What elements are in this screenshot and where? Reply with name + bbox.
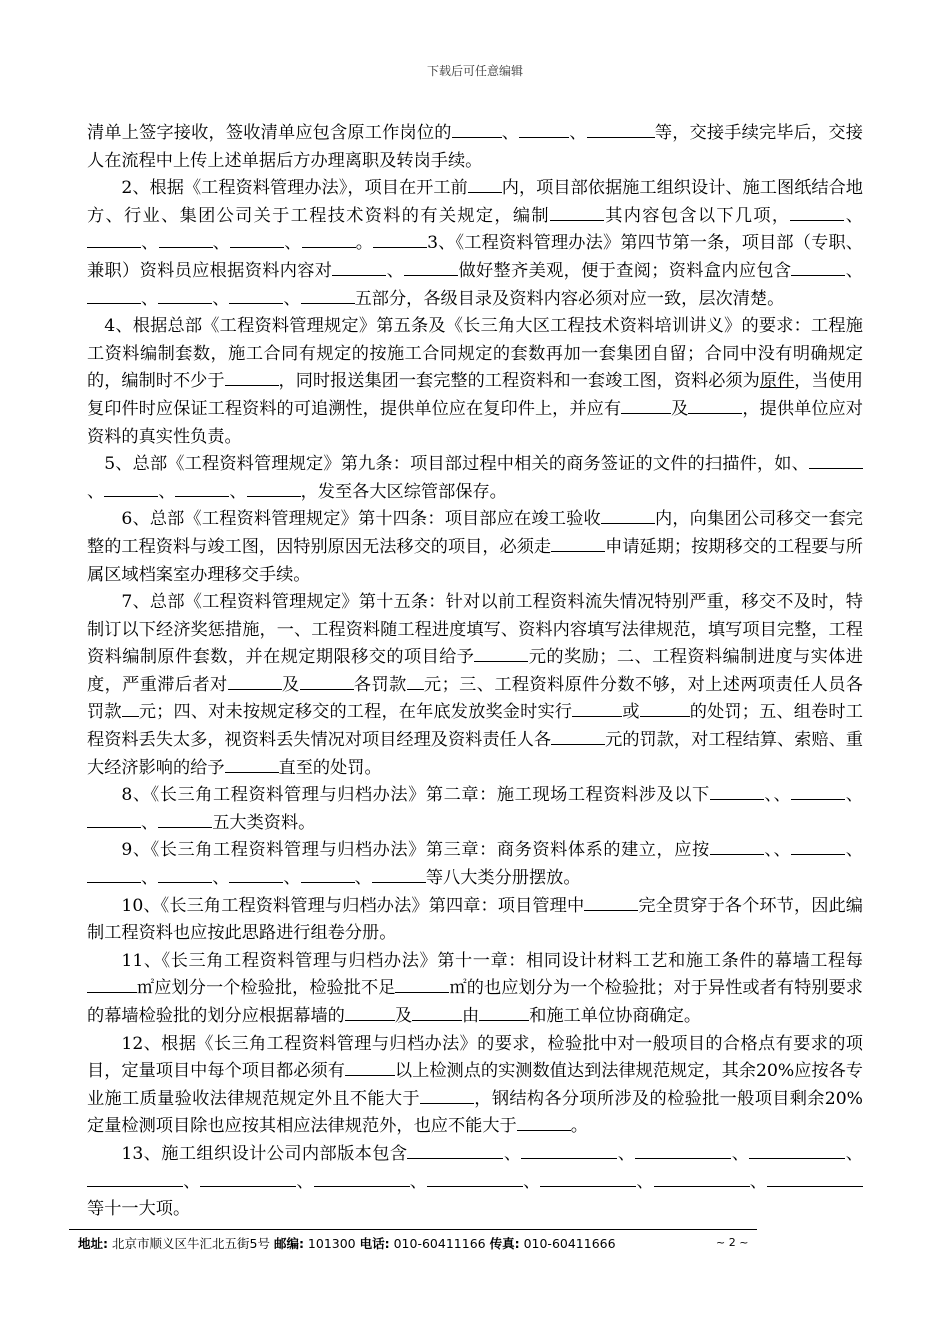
fill-in-blank — [87, 868, 141, 883]
text-segment: 、 — [229, 481, 247, 502]
fill-in-blank — [635, 1144, 731, 1159]
fill-in-blank — [158, 813, 212, 828]
fill-in-blank — [87, 289, 141, 304]
text-segment: 、 — [141, 288, 159, 309]
fill-in-blank — [302, 233, 356, 248]
paragraph-9 — [87, 837, 863, 892]
text-segment: 等十一大项。 — [87, 1199, 191, 1220]
text-segment: 2、根据《工程资料管理办法》，项目在开工前 — [121, 178, 468, 199]
fill-in-blank — [225, 371, 279, 386]
fill-in-blank — [373, 233, 427, 248]
fill-in-blank — [229, 289, 283, 304]
text-segment: 、 — [158, 481, 176, 502]
fill-in-blank — [230, 233, 284, 248]
text-segment: 和施工单位协商确定。 — [529, 1006, 702, 1026]
text-segment: 。 — [355, 233, 374, 254]
fill-in-blank — [332, 261, 386, 276]
fill-in-blank — [87, 1172, 183, 1187]
text-segment: 、 — [212, 288, 230, 309]
text-segment: 11、《长三角工程资料管理与归档办法》第十一章：相同设计材料工艺和施工条件的幕墙工程每 — [121, 950, 863, 971]
paragraph-5 — [87, 451, 863, 506]
fax-value: 010-60411666 — [523, 1236, 616, 1251]
text-segment: ，提供单位应对资料的真实性负责。 — [87, 398, 863, 447]
fill-in-blank — [791, 840, 845, 855]
text-segment: 、 — [141, 233, 159, 254]
text-segment: 、 — [773, 840, 792, 861]
text-segment: 元；四、对未按规定移交的工程，在年底发放奖金时实行 — [138, 702, 573, 723]
text-segment: 完全贯穿于各个环节，因此编制工程资料也应按此思路进行组卷分册。 — [87, 895, 863, 944]
fill-in-blank — [468, 178, 502, 193]
text-segment: 五大类资料。 — [212, 812, 316, 833]
paragraph-1 — [87, 120, 863, 175]
paragraph-7 — [87, 589, 863, 782]
paragraph-6 — [87, 506, 863, 589]
text-segment: ，同时报送集团一套完整的工程资料和一套竣工图，资料必须为 — [278, 371, 760, 392]
text-segment: 、 — [522, 1171, 541, 1192]
text-segment: 及 — [394, 1006, 413, 1026]
paragraph-2 — [87, 175, 863, 313]
fill-in-blank — [621, 399, 671, 414]
text-segment: ，发至各大区综管部保存。 — [300, 481, 507, 502]
document-body — [87, 120, 863, 1224]
text-segment: 等八大类分册摆放。 — [425, 868, 581, 889]
text-segment: 、 — [636, 1171, 654, 1192]
fill-in-blank — [551, 730, 605, 745]
fill-in-blank — [519, 123, 569, 138]
paragraph-8 — [87, 782, 863, 837]
fill-in-blank — [551, 537, 605, 552]
text-segment: 、 — [87, 481, 105, 502]
fill-in-blank — [159, 233, 213, 248]
fill-in-blank — [87, 233, 141, 248]
address-label: 地址: — [78, 1236, 108, 1251]
text-segment: 、 — [791, 454, 809, 475]
text-segment: 、 — [283, 288, 301, 309]
text-segment: 。 — [570, 1116, 588, 1137]
text-segment: 其内容包含以下几项， — [603, 205, 791, 226]
phone-label: 电话: — [359, 1236, 390, 1251]
fill-in-blank — [301, 289, 355, 304]
fill-in-blank — [300, 675, 354, 690]
paragraph-10 — [87, 893, 863, 948]
fill-in-blank — [301, 868, 355, 883]
fill-in-blank — [584, 896, 638, 911]
fill-in-blank — [710, 785, 764, 800]
fill-in-blank — [654, 1172, 750, 1187]
text-segment: 13、施工组织设计公司内部版本包含 — [121, 1143, 408, 1164]
fill-in-blank — [550, 206, 604, 221]
paragraph-11 — [87, 948, 863, 1031]
text-segment: 的处罚；五、组卷时工程资料丢失太多，视资料丢失情况对项目经理及资料责任人各 — [87, 702, 863, 751]
text-segment: 4、根据总部《工程资料管理规定》第五条及《长三角大区工程技术资料培训讲义》的要求：工程施工资料编制套数，施工合同有规定的按施工合同规定的套数再加一套集团自留；合同中没有明确规定的，编制时不少于 — [87, 316, 863, 392]
text-segment: 清单上签字接收，签收清单应包含原工作岗位的 — [87, 123, 452, 143]
fax-label: 传真: — [489, 1236, 520, 1251]
text-segment: 、 — [283, 868, 301, 889]
text-segment: 、 — [183, 1171, 201, 1192]
fill-in-blank — [228, 675, 282, 690]
paragraph-12 — [87, 1031, 863, 1141]
text-segment: 8、《长三角工程资料管理与归档办法》第二章：施工现场工程资料涉及以下 — [121, 785, 710, 806]
fill-in-blank — [395, 978, 449, 993]
postcode-value: 101300 — [307, 1236, 356, 1251]
text-segment: 、 — [844, 205, 863, 226]
fill-in-blank — [407, 1144, 503, 1159]
fill-in-blank — [587, 123, 655, 138]
fill-in-blank — [688, 399, 742, 414]
text-segment: 及 — [281, 674, 300, 695]
fill-in-blank — [517, 1116, 571, 1131]
text-segment: 及 — [671, 398, 689, 419]
text-segment: 、 — [569, 123, 587, 143]
fill-in-blank — [404, 261, 458, 276]
fill-in-blank — [572, 702, 622, 717]
fill-in-blank — [479, 1006, 529, 1021]
fill-in-blank — [710, 840, 764, 855]
fill-in-blank — [345, 1006, 395, 1021]
fill-in-blank — [247, 482, 301, 497]
text-segment: 以上检测点的实测数值达到法律规范规定，其余20%应按各专业施工质量验收法律规范规定外且不能大于 — [87, 1061, 863, 1109]
text-segment: 、 — [141, 868, 159, 889]
text-segment: 元；三、工程资料原件分数不够，对上述两项责任人员各罚款 — [87, 674, 863, 723]
text-segment: 10、《长三角工程资料管理与归档办法》第四章：项目管理中 — [121, 895, 585, 916]
text-segment: ，当使用复印件时应保证工程资料的可追溯性，提供单位应在复印件上，并应有 — [87, 371, 863, 419]
paragraph-4 — [87, 313, 863, 451]
text-segment: 申请延期；按期移交的工程要与所属区域档案室办理移交手续。 — [87, 536, 863, 585]
fill-in-blank — [749, 1144, 845, 1159]
fill-in-blank — [104, 482, 158, 497]
text-segment: ㎡应划分一个检验批，检验批不足 — [137, 978, 396, 999]
text-segment: ㎡的也应划分为一个检验批；对于异性或者有特别要求的幕墙检验批的划分应根据幕墙的 — [87, 978, 863, 1026]
text-segment: 做好整齐美观，便于查阅；资料盒内应包含 — [458, 260, 792, 281]
text-segment: 、 — [296, 1171, 314, 1192]
page-number: ~ 2 ~ — [716, 1236, 749, 1249]
text-segment: 直至的处罚。 — [278, 757, 382, 778]
fill-in-blank — [158, 868, 212, 883]
phone-value: 010-60411166 — [393, 1236, 486, 1251]
text-segment: 、 — [763, 785, 774, 806]
fill-in-blank — [474, 647, 528, 662]
text-segment: ，钢结构各分项所涉及的检验批一般项目剩余20%定量检测项目除也应按其相应法律规范外，也应不能大于 — [87, 1088, 863, 1137]
fill-in-blank — [790, 206, 844, 221]
fill-in-blank — [407, 675, 424, 690]
fill-in-blank — [175, 482, 229, 497]
text-segment: 、 — [501, 123, 520, 143]
text-segment: 内，向集团公司移交一套完整的工程资料与竣工图，因特别原因无法移交的项目，必须走 — [87, 509, 863, 557]
text-segment: 、 — [284, 233, 302, 254]
fill-in-blank — [345, 1061, 395, 1076]
fill-in-blank — [200, 1172, 296, 1187]
fill-in-blank — [640, 702, 690, 717]
text-segment: 由 — [462, 1006, 480, 1026]
fill-in-blank — [122, 702, 139, 717]
fill-in-blank — [225, 758, 279, 773]
text-segment: 9、《长三角工程资料管理与归档办法》第三章：商务资料体系的建立，应按 — [121, 840, 710, 861]
text-segment: 7、总部《工程资料管理规定》第十五条：针对以前工程资料流失情况特别严重，移交不及时，特制订以下经济奖惩措施，一、工程资料随工程进度填写、资料内容填写法律规范，填写项目完整，工程资料编制原件套数，并在规定期限移交的项目给予 — [87, 592, 863, 668]
fill-in-blank — [540, 1172, 636, 1187]
text-segment: 、 — [409, 1171, 427, 1192]
fill-in-blank — [791, 261, 845, 276]
page-header: 下载后可任意编辑 — [426, 64, 523, 78]
fill-in-blank — [87, 813, 141, 828]
text-segment: 、 — [845, 260, 863, 281]
fill-in-blank — [809, 454, 863, 469]
text-segment: 、 — [212, 233, 231, 254]
postcode-label: 邮编: — [273, 1236, 304, 1251]
fill-in-blank — [158, 289, 212, 304]
text-segment: 元的罚款，对工程结算、索赔、重大经济影响的给予 — [87, 730, 863, 778]
paragraph-13 — [87, 1141, 863, 1224]
text-segment: 等，交接手续完毕后，交接人在流程中上传上述单据后方办理离职及转岗手续。 — [87, 123, 863, 171]
fill-in-blank — [229, 868, 283, 883]
text-segment: 元的奖励；二、工程资料编制进度与实体进度，严重滞后者对 — [87, 647, 863, 695]
text-segment: 、 — [386, 260, 405, 281]
fill-in-blank — [601, 509, 655, 524]
fill-in-blank — [87, 978, 137, 993]
text-segment: 、 — [773, 785, 792, 806]
text-segment: 、 — [731, 1143, 750, 1164]
footer-divider — [69, 1229, 757, 1230]
text-segment: 原件 — [759, 371, 795, 392]
text-segment: 、 — [617, 1143, 636, 1164]
text-segment: 、 — [354, 868, 372, 889]
text-segment: 12、根据《长三角工程资料管理与归档办法》的要求，检验批中对一般项目的合格点有要求的项目，定量项目中每个项目都必须有 — [87, 1033, 863, 1082]
fill-in-blank — [452, 123, 502, 138]
text-segment: 各罚款 — [353, 674, 407, 695]
text-segment: 或 — [622, 702, 640, 723]
text-segment: 五部分，各级目录及资料内容必须对应一致，层次清楚。 — [354, 288, 785, 309]
fill-in-blank — [521, 1144, 617, 1159]
text-segment: 、 — [845, 840, 863, 861]
text-segment: 6、总部《工程资料管理规定》第十四条：项目部应在竣工验收 — [121, 509, 601, 530]
fill-in-blank — [767, 1172, 863, 1187]
text-segment: 内，项目部依据施工组织设计、施工图纸结合地方、行业、集团公司关于工程技术资料的有关规定，编制 — [87, 178, 863, 226]
text-segment: 3、《工程资料管理办法》第四节第一条，项目部（专职、兼职）资料员应根据资料内容对 — [87, 233, 863, 281]
fill-in-blank — [420, 1089, 474, 1104]
text-segment: 、 — [845, 785, 863, 806]
text-segment: 、 — [141, 812, 159, 833]
text-segment: 、 — [845, 1143, 863, 1164]
fill-in-blank — [372, 868, 426, 883]
page-footer — [78, 1234, 768, 1252]
text-segment: 、 — [763, 840, 774, 861]
text-segment: 5、总部《工程资料管理规定》第九条：项目部过程中相关的商务签证的文件的扫描件，如 — [104, 454, 792, 475]
address-value: 北京市顺义区牛汇北五街5号 — [111, 1236, 270, 1251]
text-segment: 、 — [503, 1143, 522, 1164]
fill-in-blank — [412, 1006, 462, 1021]
fill-in-blank — [427, 1172, 523, 1187]
text-segment: 、 — [212, 868, 230, 889]
fill-in-blank — [791, 785, 845, 800]
text-segment: 、 — [749, 1171, 767, 1192]
fill-in-blank — [314, 1172, 410, 1187]
